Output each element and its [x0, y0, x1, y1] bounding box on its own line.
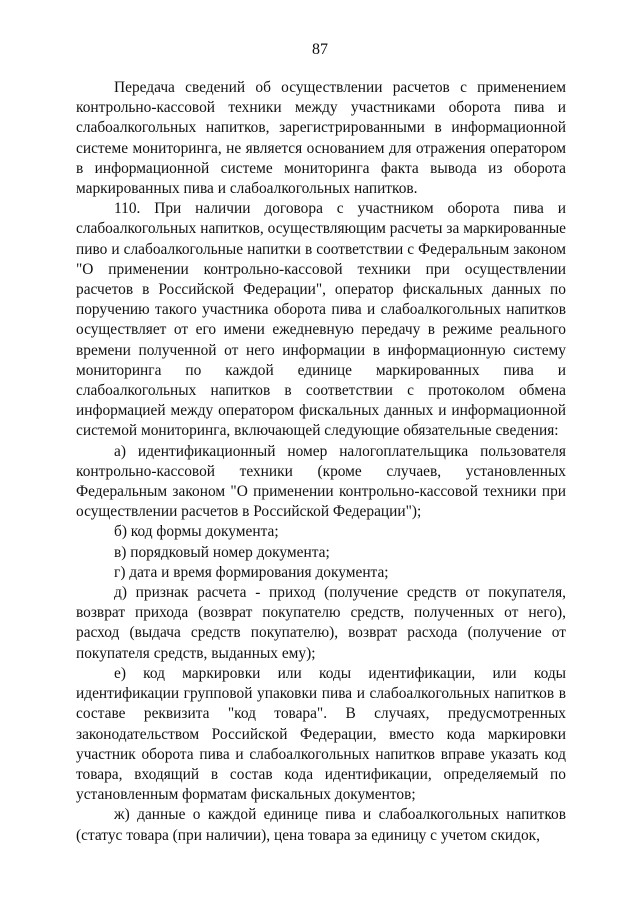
- list-item-e: е) код маркировки или коды идентификации, или коды идентификации групповой упаковки пива и слабоалкогольных напитков в составе реквизита "код товара". В случаях, предусмотренных законодательством Российской Федерации, вместо кода маркировки участник оборота пива и слабоалкогольных напитков вправе указать код товара, входящий в состав кода идентификации, определяемый по установленным форматам фискальных документов;: [76, 664, 566, 804]
- list-item-a: а) идентификационный номер налогоплательщика пользователя контрольно-кассовой техники (кроме случаев, установленных Федеральным законом "О применении контрольно-кассовой техники при осуществлении расчетов в Российской Федерации");: [76, 442, 566, 521]
- page-number: 87: [312, 41, 328, 58]
- list-item-zh: ж) данные о каждой единице пива и слабоалкогольных напитков (статус товара (при наличии), цена товара за единицу с учетом скидок,: [76, 806, 566, 844]
- list-item-v: в) порядковый номер документа;: [114, 543, 330, 561]
- paragraph-transfer-info: Передача сведений об осуществлении расчетов с применением контрольно-кассовой техники между участниками оборота пива и слабоалкогольных напитков, зарегистрированными в информационной системе мониторинга, не является основанием для отражения оператором в информационной системе мониторинга факта вывода из оборота маркированных пива и слабоалкогольных напитков.: [76, 79, 566, 198]
- paragraph-clause-110: 110. При наличии договора с участником оборота пива и слабоалкогольных напитков, осуществляющим расчеты за маркированные пиво и слабоалкогольные напитки в соответствии с Федеральным законом "О применении контрольно-кассовой техники при осуществлении расчетов в Российской Федерации", оператор фискальных данных по поручению такого участника оборота пива и слабоалкогольных напитков осуществляет от его имени ежедневную передачу в режиме реального времени полученной от него информации в информационную систему мониторинга по каждой единице маркированных пива и слабоалкогольных напитков в соответствии с протоколом обмена информацией между оператором фискальных данных и информационной системой мониторинга, включающей следующие обязательные сведения:: [76, 200, 566, 440]
- list-item-g: г) дата и время формирования документа;: [114, 563, 389, 581]
- list-item-d: д) признак расчета - приход (получение средств от покупателя, возврат прихода (возврат покупателю средств, полученных от него), расход (выдача средств покупателю), возврат расхода (получение от покупателя средств, выданных ему);: [76, 584, 566, 662]
- list-item-b: б) код формы документа;: [114, 523, 279, 541]
- document-body: [76, 78, 566, 846]
